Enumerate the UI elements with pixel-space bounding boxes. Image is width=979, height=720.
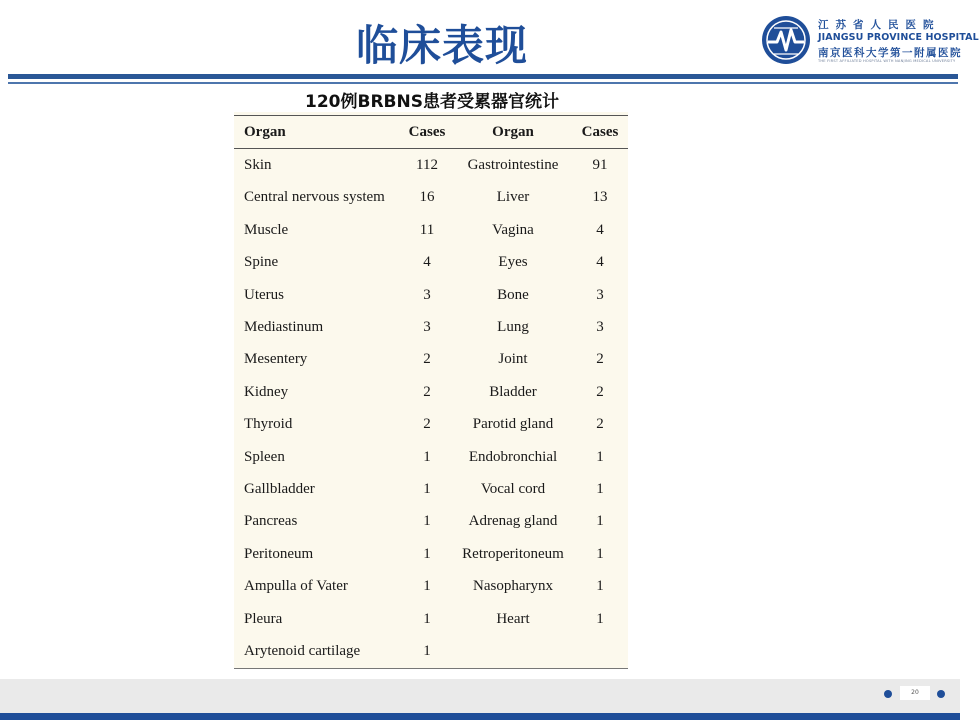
organ-cell: Pleura: [244, 611, 283, 627]
logo-affiliation-chinese: 南京医科大学第一附属医院: [818, 47, 962, 59]
organ-cell: Nasopharynx: [473, 578, 553, 594]
organ-cell: Central nervous system: [244, 189, 385, 205]
cases-cell: 2: [423, 384, 431, 400]
cases-cell: 2: [596, 384, 604, 400]
hospital-logo: [760, 14, 979, 68]
cases-cell: 16: [419, 189, 435, 205]
organ-cell: Skin: [244, 157, 272, 173]
organ-cell: Spine: [244, 254, 279, 270]
organ-cell: Muscle: [244, 222, 289, 238]
organ-cell: Ampulla of Vater: [244, 578, 348, 594]
organ-cell: Adrenag gland: [468, 513, 558, 529]
column-header: Cases: [408, 124, 446, 140]
page-number: 20: [900, 686, 930, 700]
cases-cell: 91: [592, 157, 608, 173]
cases-cell: 2: [596, 351, 604, 367]
organ-cell: Endobronchial: [468, 449, 558, 465]
cases-cell: 3: [423, 287, 431, 303]
cases-cell: 1: [596, 449, 604, 465]
cases-cell: 4: [423, 254, 431, 270]
cases-cell: 3: [423, 319, 431, 335]
table-title: 120例BRBNS患者受累器官统计: [305, 92, 559, 112]
logo-affiliation-english: THE FIRST AFFILIATED HOSPITAL WITH NANJING MEDICAL UNIVERSITY: [818, 59, 956, 63]
cases-cell: 2: [423, 416, 431, 432]
organ-cell: Kidney: [244, 384, 289, 400]
cases-cell: 4: [596, 254, 604, 270]
cases-cell: 1: [423, 643, 431, 659]
cases-cell: 1: [423, 513, 431, 529]
table-top-rule: [234, 115, 628, 116]
organ-cell: Parotid gland: [472, 416, 554, 432]
logo-chinese-name: 江苏省人民医院: [818, 19, 941, 31]
organ-cell: Heart: [496, 611, 530, 627]
cases-cell: 2: [423, 351, 431, 367]
organ-cell: Bone: [497, 287, 529, 303]
column-header: Cases: [581, 124, 619, 140]
organ-cell: Peritoneum: [244, 546, 314, 562]
cases-cell: 1: [596, 578, 604, 594]
organ-cell: Eyes: [498, 254, 528, 270]
hospital-emblem-icon: [760, 14, 812, 66]
column-header: Organ: [492, 124, 534, 140]
organ-cell: Arytenoid cartilage: [244, 643, 361, 659]
organ-cell: Spleen: [244, 449, 285, 465]
column-header: Organ: [244, 124, 286, 140]
organ-cell: Gallbladder: [244, 481, 315, 497]
organ-cell: Mediastinum: [244, 319, 324, 335]
organ-cell: Bladder: [489, 384, 537, 400]
cases-cell: 13: [592, 189, 608, 205]
organ-cell: Gastrointestine: [467, 157, 559, 173]
cases-cell: 1: [596, 546, 604, 562]
cases-cell: 1: [423, 578, 431, 594]
cases-cell: 4: [596, 222, 604, 238]
footer-dot-icon: [884, 690, 892, 698]
organ-cell: Uterus: [244, 287, 284, 303]
table-bottom-rule: [234, 668, 628, 669]
footer-dot-icon: [937, 690, 945, 698]
cases-cell: 1: [423, 481, 431, 497]
cases-cell: 1: [423, 611, 431, 627]
cases-cell: 2: [596, 416, 604, 432]
logo-english-name: JIANGSU PROVINCE HOSPITAL: [818, 32, 979, 43]
organ-cell: Vocal cord: [480, 481, 546, 497]
slide-title: 临床表现: [356, 21, 529, 70]
organ-cell: Mesentery: [244, 351, 308, 367]
cases-cell: 1: [596, 481, 604, 497]
table-header-rule: [234, 148, 628, 149]
organ-cell: Vagina: [492, 222, 534, 238]
cases-cell: 1: [423, 546, 431, 562]
footer-band: [0, 679, 960, 713]
cases-cell: 1: [423, 449, 431, 465]
header-divider-thin: [8, 82, 958, 84]
organ-cell: Retroperitoneum: [462, 546, 564, 562]
organ-cell: Joint: [498, 351, 528, 367]
footer-bar: [0, 713, 960, 720]
header-divider: [8, 74, 958, 79]
organ-cell: Thyroid: [244, 416, 293, 432]
organ-cell: Lung: [497, 319, 529, 335]
cases-cell: 1: [596, 611, 604, 627]
cases-cell: 3: [596, 287, 604, 303]
organ-cell: Liver: [496, 189, 530, 205]
organ-cell: Pancreas: [244, 513, 298, 529]
cases-cell: 3: [596, 319, 604, 335]
cases-cell: 11: [419, 222, 435, 238]
cases-cell: 112: [416, 157, 438, 173]
cases-cell: 1: [596, 513, 604, 529]
